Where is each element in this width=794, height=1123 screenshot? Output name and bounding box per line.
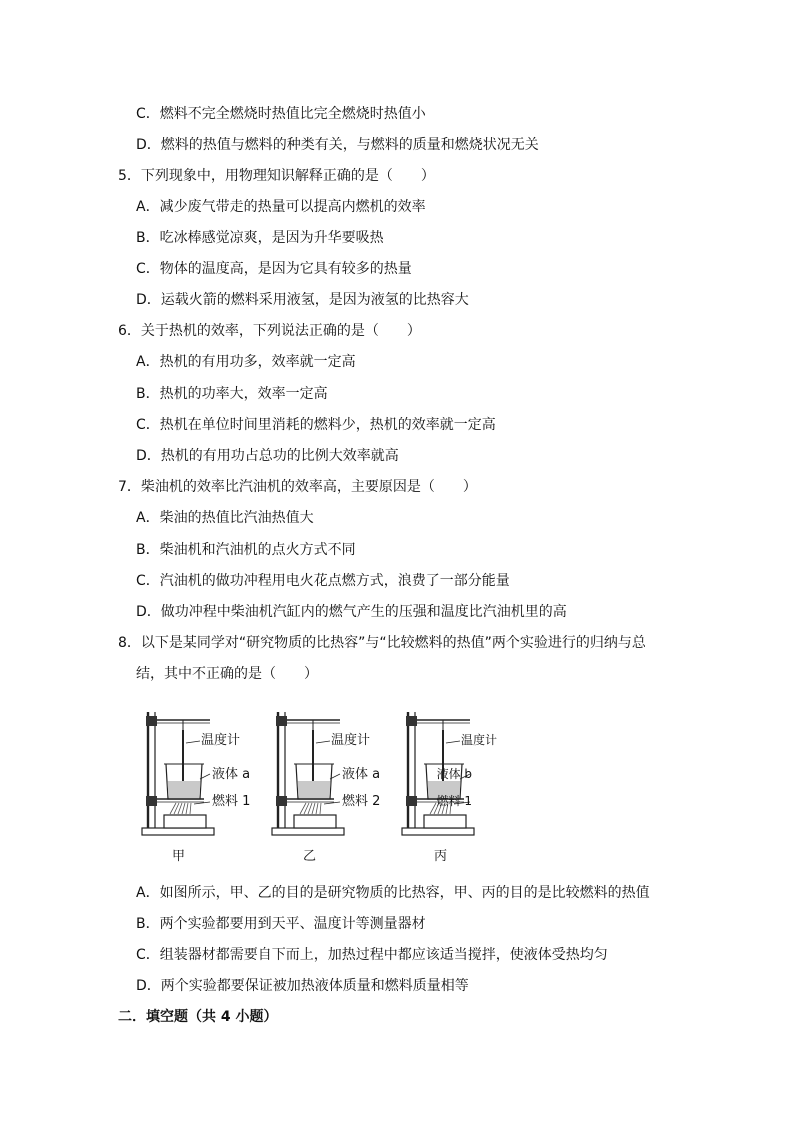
q6-option-d: D．热机的有用功占总功的比例大效率就高 [136,448,399,464]
q5-option-c: C．物体的温度高，是因为它具有较多的热量 [136,261,412,277]
liquid-label: 液体 b [436,767,472,781]
q7-option-d: D．做功冲程中柴油机汽缸内的燃气产生的压强和温度比汽油机里的高 [136,604,567,620]
fuel-label: 燃料 2 [342,794,381,809]
question-6: 6．关于热机的效率，下列说法正确的是（ ） [118,323,421,339]
q6-option-b: B．热机的功率大，效率一定高 [136,386,328,402]
q7-option-a: A．柴油的热值比汽油热值大 [136,510,314,526]
q8-option-c: C．组装器材都需要自下而上，加热过程中都应该适当搅拌，使液体受热均匀 [136,947,608,963]
q8-option-d: D．两个实验都要保证被加热液体质量和燃料质量相等 [136,978,469,994]
question-8: 8．以下是某同学对“研究物质的比热容”与“比较燃料的热值”两个实验进行的归纳与总 [118,635,646,651]
q7-option-c: C．汽油机的做功冲程用电火花点燃方式，浪费了一部分能量 [136,573,510,589]
caption-bing: 丙 [434,849,448,864]
q6-option-a: A．热机的有用功多，效率就一定高 [136,354,356,370]
caption-jia: 甲 [172,849,186,864]
apparatus-figure [138,704,498,866]
liquid-label: 液体 a [212,767,251,782]
setup-jia [142,712,250,864]
q5-option-b: B．吃冰棒感觉凉爽，是因为升华要吸热 [136,230,384,246]
thermometer-label: 温度计 [201,733,241,748]
setup-bing [402,712,497,864]
liquid-label: 液体 a [342,767,381,782]
q5-option-a: A．减少废气带走的热量可以提高内燃机的效率 [136,199,426,215]
q8-option-a: A．如图所示，甲、乙的目的是研究物质的比热容，甲、丙的目的是比较燃料的热值 [136,885,650,901]
q4-option-d: D．燃料的热值与燃料的种类有关，与燃料的质量和燃烧状况无关 [136,137,539,153]
section-fill-in-blank: 二．填空题（共 4 小题） [118,1009,278,1025]
fuel-label: 燃料 1 [436,794,472,808]
q6-option-c: C．热机在单位时间里消耗的燃料少，热机的效率就一定高 [136,417,496,433]
fuel-label: 燃料 1 [212,794,251,809]
caption-yi: 乙 [303,849,317,864]
thermometer-label: 温度计 [331,733,371,748]
q4-option-c: C．燃料不完全燃烧时热值比完全燃烧时热值小 [136,106,426,122]
q5-option-d: D．运载火箭的燃料采用液氢，是因为液氢的比热容大 [136,292,469,308]
question-7: 7．柴油机的效率比汽油机的效率高，主要原因是（ ） [118,479,477,495]
setup-yi [272,712,380,864]
q8-option-b: B．两个实验都要用到天平、温度计等测量器材 [136,916,426,932]
q7-option-b: B．柴油机和汽油机的点火方式不同 [136,542,356,558]
question-5: 5．下列现象中，用物理知识解释正确的是（ ） [118,168,435,184]
thermometer-label: 温度计 [461,733,498,747]
question-8-cont: 结，其中不正确的是（ ） [136,666,318,682]
